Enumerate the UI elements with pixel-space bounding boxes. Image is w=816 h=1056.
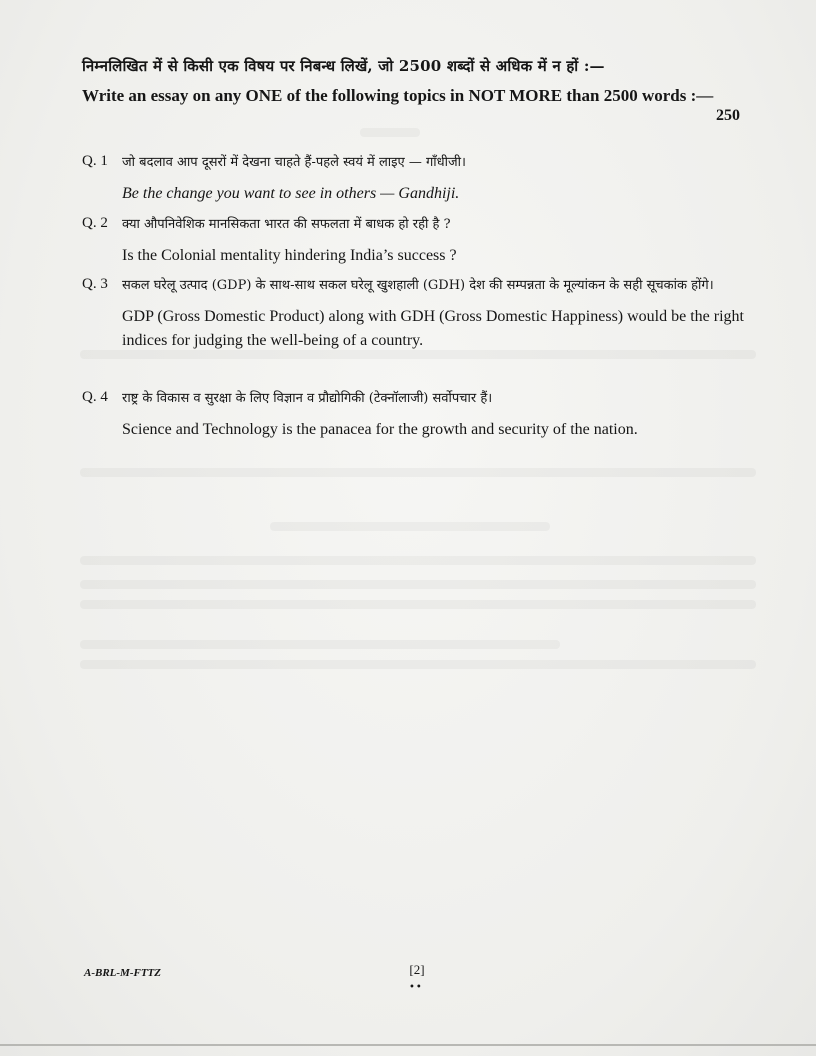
question-english: GDP (Gross Domestic Product) along with GDH (Gross Domestic Happiness) would be the right indices for judging the well-being of a country. <box>122 308 744 349</box>
footer-dots: •• <box>409 982 423 993</box>
show-through-line <box>80 468 756 477</box>
paper-code: A-BRL-M-FTTZ <box>84 967 161 979</box>
show-through-line <box>270 522 550 531</box>
question-number: Q. 3 <box>82 276 108 292</box>
question-4 <box>82 386 747 442</box>
show-through-line <box>80 660 756 669</box>
question-number: Q. 4 <box>82 389 108 405</box>
question-1 <box>82 150 747 206</box>
question-number: Q. 1 <box>82 153 108 169</box>
question-hindi: सकल घरेलू उत्पाद (GDP) के साथ-साथ सकल घरेलू खुशहाली (GDH) देश की सम्पन्नता के मूल्यांकन के सही सूचकांक होंगे। <box>122 278 714 293</box>
instruction-english: Write an essay on any ONE of the following topics in NOT MORE than 2500 words :— <box>82 86 714 105</box>
scan-edge <box>0 1044 816 1046</box>
question-english: Science and Technology is the panacea for the growth and security of the nation. <box>122 421 638 438</box>
show-through-line <box>80 640 560 649</box>
question-2 <box>82 212 747 268</box>
question-hindi: राष्ट्र के विकास व सुरक्षा के लिए विज्ञान व प्रौद्योगिकी (टेक्नॉलाजी) सर्वोपचार हैं। <box>122 391 493 406</box>
show-through-line <box>80 556 756 565</box>
question-english: Be the change you want to see in others — Gandhiji. <box>122 185 460 202</box>
total-marks: 250 <box>716 107 740 124</box>
question-number: Q. 2 <box>82 215 108 231</box>
instruction-hindi: निम्नलिखित में से किसी एक विषय पर निबन्ध लिखें, जो 2500 शब्दों से अधिक में न हों :— <box>82 57 605 75</box>
show-through-line <box>80 600 756 609</box>
question-english: Is the Colonial mentality hindering India’s success ? <box>122 247 457 264</box>
show-through-line <box>80 580 756 589</box>
show-through-line <box>360 128 420 137</box>
question-3 <box>82 273 747 353</box>
question-hindi: क्या औपनिवेशिक मानसिकता भारत की सफलता में बाधक हो रही है ? <box>122 217 451 232</box>
question-hindi: जो बदलाव आप दूसरों में देखना चाहते हैं-पहले स्वयं में लाइए — गाँधीजी। <box>122 155 466 170</box>
page-number: [2] <box>409 962 425 977</box>
